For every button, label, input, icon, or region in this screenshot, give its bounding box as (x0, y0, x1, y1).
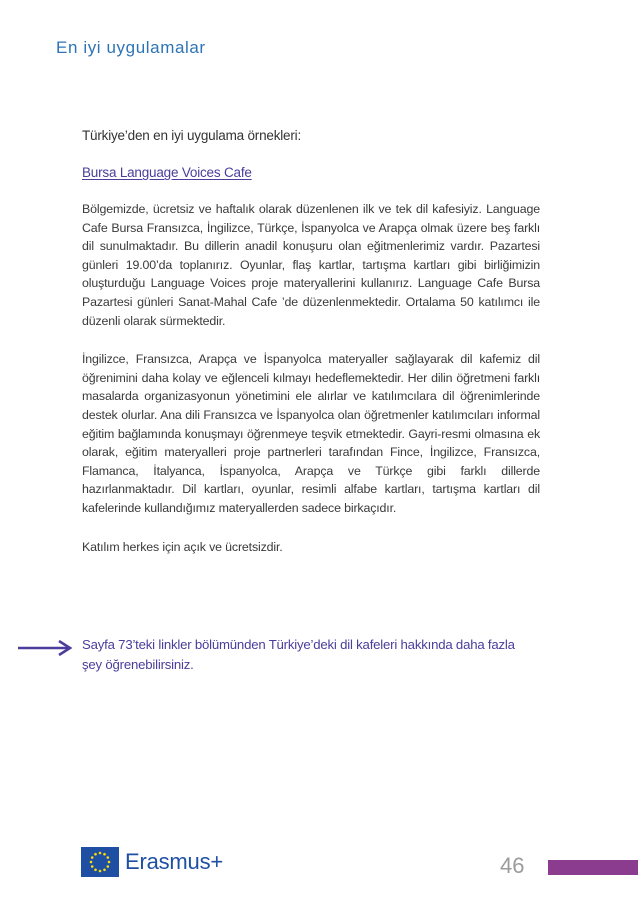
cafe-subtitle: Bursa Language Voices Cafe (82, 165, 252, 180)
section-title: En iyi uygulamalar (56, 38, 206, 57)
eu-star-icon (91, 856, 94, 859)
paragraph: Bölgemizde, ücretsiz ve haftalık olarak düzenlenen ilk ve tek dil kafesiyiz. Language Cafe Bursa Fransızca, İngilizce, Türkçe, İspanyolca ve Arapça olmak üzere beş farklı dil sunulmaktadır. Bu dillerin anadil konuşuru olan eğitmenlerimiz vardır. Pazartesi günleri 19.00’da toplanırız. Oyunlar, flaş kartlar, tartışma kartları gibi birliğimizin oluşturduğu Language Voices proje materyallerini kullanırız. Language Cafe Bursa Pazartesi günleri Sanat-Mahal Cafe ’de düzenlenmektedir. Ortalama 50 katılımcı ile düzenli olarak sürmektedir. (82, 202, 540, 328)
paragraph: Katılım herkes için açık ve ücretsizdir. (82, 539, 283, 554)
arrow-right-icon (18, 640, 74, 656)
eu-star-icon (106, 865, 109, 868)
intro-heading: Türkiye’den en iyi uygulama örnekleri: (82, 128, 302, 143)
eu-star-icon (108, 861, 111, 864)
erasmus-brand: Erasmus+ (125, 849, 224, 874)
eu-star-icon (103, 868, 106, 871)
eu-star-icon (94, 853, 97, 856)
paragraph: İngilizce, Fransızca, Arapça ve İspanyolca materyaller sağlayarak dil kafemiz dil öğrenimini daha kolay ve eğlenceli kılmayı hedeflemektedir. Her dilin öğretmeni farklı masalarda organizasyonun yönetimini ele alırlar ve katılımcılara dil öğrenimlerinde destek olurlar. Ana dili Fransızca ve İspanyolca olan öğretmenler katılımcıları informal eğitim bağlamında konuşmayı öğrenmeye teşvik etmektedir. Gayri-resmi olmasına ek olarak, eğitim materyalleri proje partnerleri tarafından Fince, İngilizce, Fransızca, Flamanca, İtalyanca, İspanyolca, Arapça ve Türkçe gibi farklı dillerde hazırlanmaktadır. Dil kartları, oyunlar, resimli alfabe kartları, tartışma kartları dil kafelerinde kullandığımız materyallerden sadece birkaçıdır. (82, 352, 540, 515)
main-content (82, 128, 540, 576)
eu-star-icon (90, 861, 93, 864)
eu-star-icon (99, 870, 102, 873)
eu-flag-icon (81, 847, 119, 877)
eu-star-icon (94, 868, 97, 871)
page-number: 46 (500, 853, 525, 878)
page-color-bar (548, 860, 638, 875)
eu-star-icon (106, 856, 109, 859)
eu-star-icon (91, 865, 94, 868)
erasmus-logo (81, 847, 223, 877)
links-note: Sayfa 73’teki linkler bölümünden Türkiye’deki dil kafeleri hakkında daha fazla şey öğrenebilirsiniz. (82, 637, 515, 672)
eu-star-icon (99, 852, 102, 855)
eu-star-icon (103, 853, 106, 856)
